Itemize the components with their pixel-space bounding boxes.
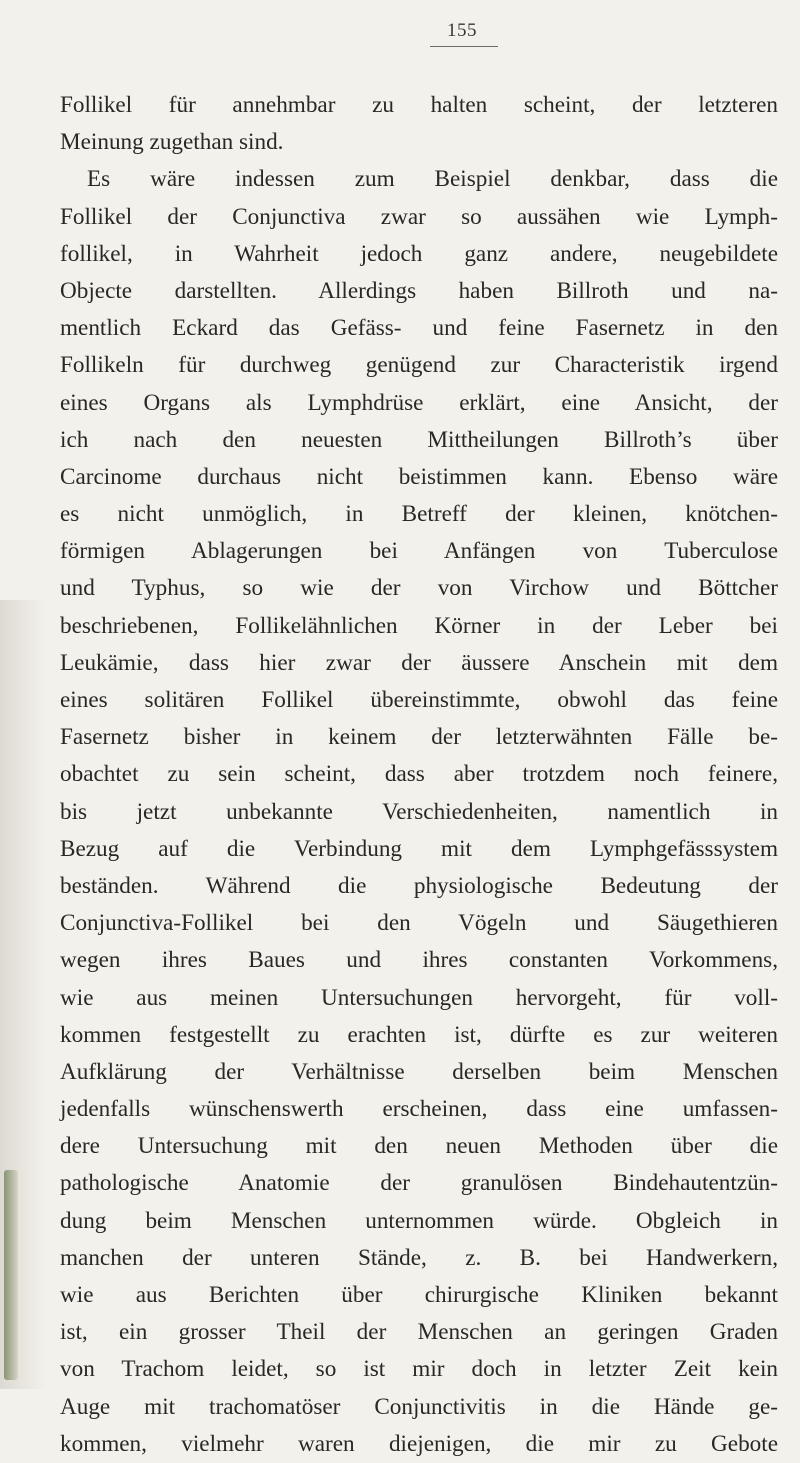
- text-line: follikel, in Wahrheit jedoch ganz andere, neugebildete: [60, 240, 778, 267]
- text-line: Conjunctiva-Follikel bei den Vögeln und Säugethieren: [60, 910, 778, 937]
- text-line: Aufklärung der Verhältnisse derselben beim Menschen: [60, 1058, 778, 1085]
- text-line: eines Organs als Lymphdrüse erklärt, eine Ansicht, der: [60, 389, 778, 416]
- text-line: Follikel für annehmbar zu halten scheint, der letzteren: [60, 92, 778, 118]
- text-line: dere Untersuchung mit den neuen Methoden über die: [60, 1133, 778, 1160]
- text-line: obachtet zu sein scheint, dass aber trotzdem noch feinere,: [60, 761, 778, 788]
- text-line: von Trachom leidet, so ist mir doch in letzter Zeit kein: [60, 1356, 778, 1383]
- text-line: Bezug auf die Verbindung mit dem Lymphgefässsystem: [60, 835, 778, 862]
- text-line: bis jetzt unbekannte Verschiedenheiten, namentlich in: [60, 798, 778, 825]
- text-line: wie aus meinen Untersuchungen hervorgeht, für voll-: [60, 984, 778, 1011]
- text-line: beschriebenen, Follikelähnlichen Körner in der Leber bei: [60, 612, 778, 639]
- text-line: dung beim Menschen unternommen würde. Obgleich in: [60, 1207, 778, 1234]
- text-line: kommen festgestellt zu erachten ist, dürfte es zur weiteren: [60, 1021, 778, 1048]
- text-line: Fasernetz bisher in keinem der letzterwähnten Fälle be-: [60, 724, 778, 751]
- text-line: Carcinome durchaus nicht beistimmen kann. Ebenso wäre: [60, 463, 778, 490]
- page-number: 155: [447, 20, 477, 41]
- text-line: wegen ihres Baues und ihres constanten Vorkommens,: [60, 947, 778, 974]
- text-line: ich nach den neuesten Mittheilungen Billroth’s über: [60, 426, 778, 453]
- text-line: förmigen Ablagerungen bei Anfängen von Tuberculose: [60, 538, 778, 565]
- text-line: es nicht unmöglich, in Betreff der kleinen, knötchen-: [60, 501, 778, 528]
- text-line: Es wäre indessen zum Beispiel denkbar, dass die: [87, 166, 778, 193]
- text-line: manchen der unteren Stände, z. B. bei Handwerkern,: [60, 1244, 778, 1271]
- text-line: und Typhus, so wie der von Virchow und Böttcher: [60, 575, 778, 602]
- text-line: eines solitären Follikel übereinstimmte, obwohl das feine: [60, 687, 778, 713]
- text-line: Auge mit trachomatöser Conjunctivitis in die Hände ge-: [60, 1393, 778, 1420]
- spine-stain: [4, 1170, 18, 1380]
- text-line: ist, ein grosser Theil der Menschen an geringen Graden: [60, 1319, 778, 1346]
- text-line: kommen, vielmehr waren diejenigen, die mir zu Gebote: [60, 1430, 778, 1457]
- text-line: Leukämie, dass hier zwar der äussere Anschein mit dem: [60, 649, 778, 676]
- text-line: Follikeln für durchweg genügend zur Characteristik irgend: [60, 352, 778, 379]
- page-number-rule: [430, 46, 498, 47]
- body-text: [60, 87, 778, 1463]
- text-line: Meinung zugethan sind.: [60, 129, 284, 156]
- text-line: Objecte darstellten. Allerdings haben Billroth und na-: [60, 277, 778, 304]
- text-line: wie aus Berichten über chirurgische Kliniken bekannt: [60, 1282, 778, 1308]
- text-line: pathologische Anatomie der granulösen Bindehautentzün-: [60, 1170, 778, 1197]
- text-line: jedenfalls wünschenswerth erscheinen, dass eine umfassen-: [60, 1096, 778, 1123]
- text-line: mentlich Eckard das Gefäss- und feine Fasernetz in den: [60, 315, 778, 342]
- text-line: beständen. Während die physiologische Bedeutung der: [60, 872, 778, 899]
- text-line: Follikel der Conjunctiva zwar so aussähen wie Lymph-: [60, 203, 778, 230]
